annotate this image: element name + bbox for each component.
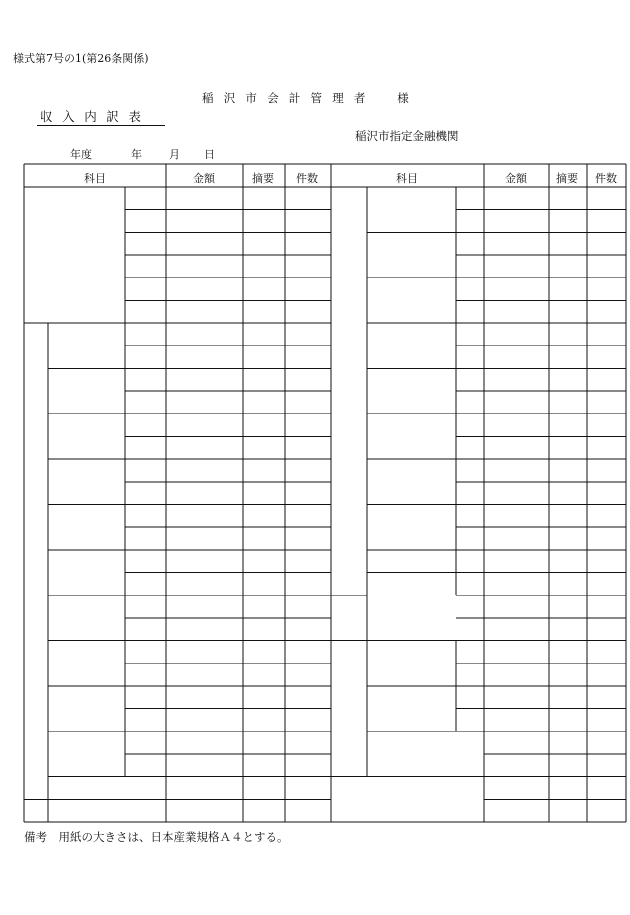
fiscal-year-label: 年度	[70, 148, 92, 161]
table-headers	[84, 171, 617, 185]
right-count-header: 件数	[595, 172, 617, 185]
table-grid	[24, 164, 626, 822]
month-label: 月	[169, 148, 180, 161]
right-amount-header: 金額	[505, 172, 527, 185]
left-count-header: 件数	[296, 172, 318, 185]
designated-bank: 稲沢市指定金融機関	[355, 129, 459, 143]
left-summary-header: 摘要	[252, 172, 274, 185]
remarks-note: 備考 用紙の大きさは、日本産業規格Ａ４とする。	[24, 830, 289, 844]
year-label: 年	[131, 148, 142, 161]
form-number: 様式第7号の1(第26条関係)	[13, 52, 149, 65]
left-subject-header: 科目	[84, 172, 106, 185]
addressee: 稲沢市会計管理者 様	[202, 91, 419, 105]
right-subject-header: 科目	[396, 172, 418, 185]
left-amount-header: 金額	[193, 172, 215, 185]
right-summary-header: 摘要	[556, 172, 578, 185]
document-title: 収入内訳表	[40, 109, 151, 124]
day-label: 日	[204, 148, 215, 161]
